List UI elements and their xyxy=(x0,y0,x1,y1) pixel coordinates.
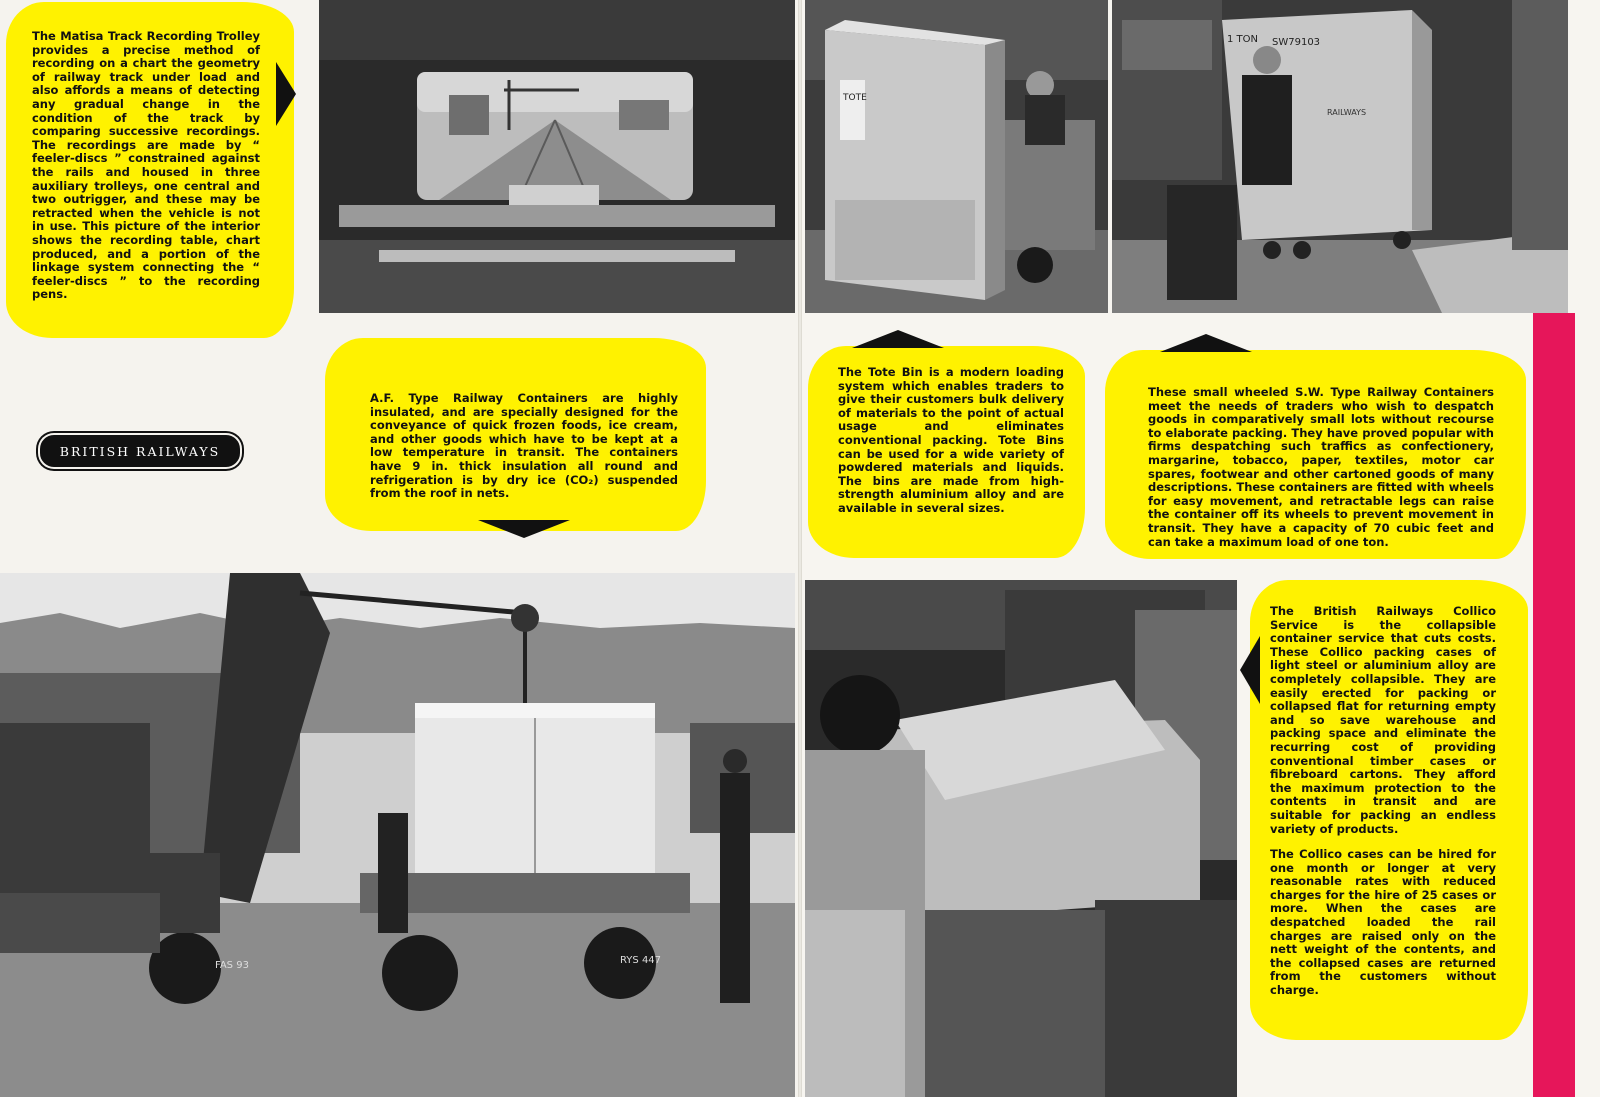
caption-af-type: A.F. Type Railway Containers are highly insulated, and are specially designed for the conveyance of quick frozen foods, ice cream, and other goods which have to be kept at a low temperature in transit. The containers have 9 in. thick insulation all round and refrigeration is by dry ice (CO₂) suspended from the roof in nets. xyxy=(370,391,678,501)
sw-code-mark: SW79103 xyxy=(1272,37,1321,48)
caption-tote-bin: The Tote Bin is a modern loading system which enables traders to give their customers bulk delivery of materials to the point of actual usage and eliminates conventional packing. Tote Bins can be used for a wide variety of powdered materials and liquids. The bins are made from high-strength aluminium alloy and are available in several sizes. xyxy=(838,365,1064,515)
photo-matisa-interior xyxy=(319,0,795,313)
sw-side-mark: RAILWAYS xyxy=(1327,108,1367,117)
photo-af-container-crane xyxy=(0,573,795,1097)
arrow-up-icon xyxy=(1160,334,1252,352)
lorry-plate: FAS 93 xyxy=(215,960,249,971)
british-railways-logo xyxy=(40,435,240,467)
truck-plate: RYS 447 xyxy=(620,955,662,966)
photo-collico-packing xyxy=(805,580,1237,1097)
sw-ton-mark: 1 TON xyxy=(1227,34,1259,45)
tote-mark: TOTE xyxy=(843,93,867,103)
caption-matisa: The Matisa Track Recording Trolley provides a precise method of recording on a chart the geometry of railway track under load and also affords a means of detecting any gradual change in the condition of the track by comparing successive recordings. The recordings are made by “ feeler-discs ” constrained against the rails and housed in three auxiliary trolleys, one central and two outrigger, and these may be retracted when the vehicle is not in use. This picture of the interior shows the recording table, chart produced, and a portion of the linkage system connecting the “ feeler-discs ” to the recording pens. xyxy=(32,29,260,302)
caption-collico-part1: The British Railways Collico Service is the collapsible container service that cuts costs. These Collico packing cases of light steel or aluminium alloy are completely collapsible. They are easily erected for packing or collapsed flat for returning empty and so save warehouse and packing space and eliminate the recurring cost of providing conventional timber cases or fibreboard cartons. They afford the maximum protection to the contents in transit and are suitable for packing an endless variety of products. xyxy=(1270,604,1496,836)
caption-collico-part2: The Collico cases can be hired for one month or longer at very reasonable rates with reduced charges for the hire of 25 cases or more. When the cases are despatched loaded the rail charges are raised only on the nett weight of the contents, and the collapsed cases are returned from the customers without charge. xyxy=(1270,847,1496,997)
arrow-left-icon xyxy=(1240,636,1260,704)
page-fold xyxy=(798,0,802,1097)
arrow-up-icon xyxy=(852,330,944,348)
photo-tote-bin xyxy=(805,0,1108,313)
photo-sw-container xyxy=(1112,0,1568,313)
accent-bar xyxy=(1533,313,1575,1097)
arrow-down-icon xyxy=(478,520,570,538)
caption-sw-type: These small wheeled S.W. Type Railway Containers meet the needs of traders who wish to despatch goods in comparatively small lots without recourse to elaborate packing. They have proved popular with firms despatching such traffics as confectionery, margarine, tobacco, paper, textiles, motor car spares, footwear and other cartoned goods of many descriptions. These containers are fitted with wheels for easy movement, and retractable legs can raise the container off its wheels to prevent movement in transit. They have a capacity of 70 cubic feet and can take a maximum load of one ton. xyxy=(1148,385,1494,549)
arrow-right-icon xyxy=(276,62,296,126)
logo-text: BRITISH RAILWAYS xyxy=(59,443,221,459)
